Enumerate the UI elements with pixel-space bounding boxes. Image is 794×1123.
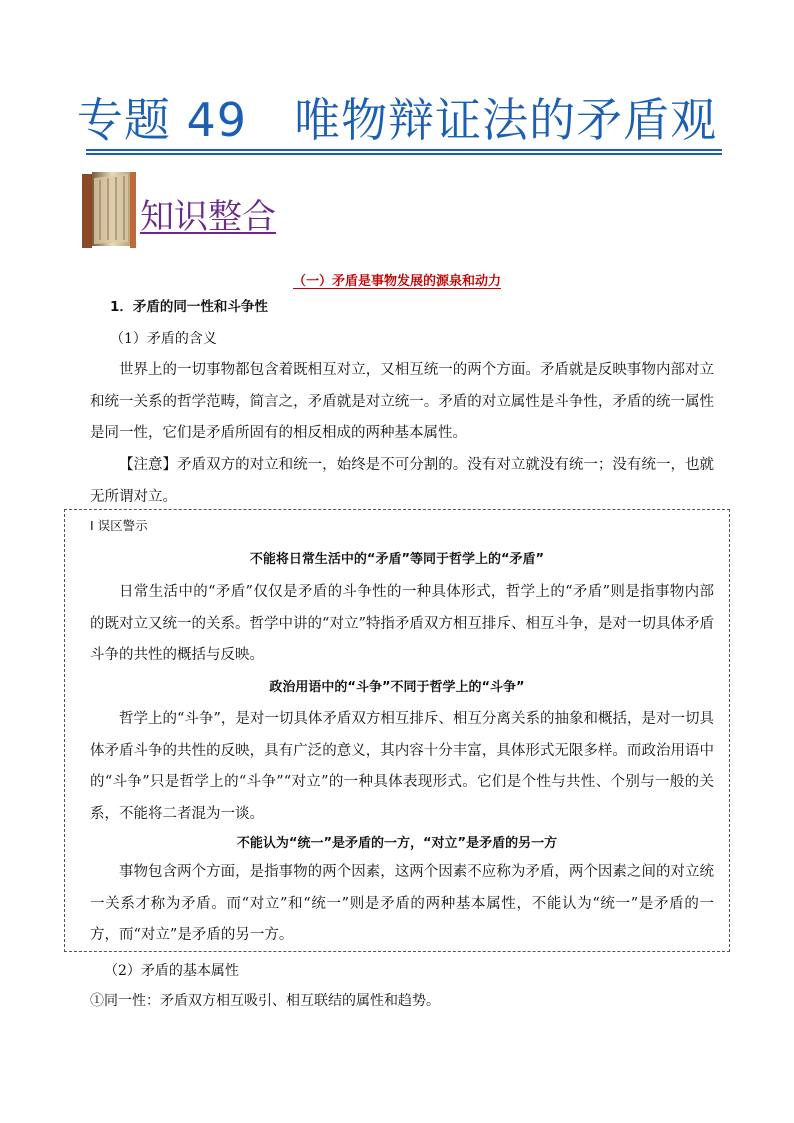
book-icon: [80, 170, 138, 250]
warning-label: Ⅰ 误区警示: [90, 518, 148, 533]
title-underline-bottom: [86, 153, 722, 155]
warning-head-3: 不能认为“统一”是矛盾的一方，“对立”是矛盾的另一方: [236, 836, 558, 851]
warning-body-1: 日常生活中的“矛盾”仅仅是矛盾的斗争性的一种具体形式，哲学上的“矛盾”则是指事物内部的既对立又统一的关系。哲学中讲的“对立”特指矛盾双方相互排斥、相互斗争，是对一切具体矛盾斗争的共性的概括与反映。: [90, 584, 714, 663]
list-item-identity: ①同一性：矛盾双方相互吸引、相互联结的属性和趋势。: [90, 993, 440, 1009]
warning-head-1: 不能将日常生活中的“矛盾”等同于哲学上的“矛盾”: [249, 552, 545, 567]
heading-1: 1．矛盾的同一性和斗争性: [110, 299, 268, 315]
section-badge: 知识整合: [140, 197, 276, 237]
paragraph-note: 【注意】矛盾双方的对立和统一，始终是不可分割的。没有对立就没有统一；没有统一，也就无所谓对立。: [90, 457, 714, 505]
warning-body-2: 哲学上的“斗争”，是对一切具体矛盾双方相互排斥、相互分离关系的抽象和概括，是对一切具体矛盾斗争的共性的反映，具有广泛的意义，其内容十分丰富，具体形式无限多样。而政治用语中的“斗争”只是哲学上的“斗争”“对立”的一种具体表现形式。它们是个性与共性、个别与一般的关系，不能将二者混为一谈。: [90, 711, 714, 822]
subsection-heading: （一）矛盾是事物发展的源泉和动力: [292, 274, 501, 289]
title-underline-top: [86, 149, 722, 151]
page-title: 专题 49 唯物辩证法的矛盾观: [76, 93, 718, 147]
warning-body-3: 事物包含两个方面，是指事物的两个因素，这两个因素不应称为矛盾，两个因素之间的对立统一关系才称为矛盾。而“对立”和“统一”则是矛盾的两种基本属性，不能认为“统一”是矛盾的一方，而“对立”是矛盾的另一方。: [90, 864, 714, 943]
warning-head-2: 政治用语中的“斗争”不同于哲学上的“斗争”: [269, 680, 525, 695]
heading-1-1: （1）矛盾的含义: [110, 331, 217, 347]
paragraph-1: 世界上的一切事物都包含着既相互对立，又相互统一的两个方面。矛盾就是反映事物内部对立和统一关系的哲学范畴，简言之，矛盾就是对立统一。矛盾的对立属性是斗争性，矛盾的统一属性是同一性，它们是矛盾所固有的相反相成的两种基本属性。: [90, 362, 714, 441]
heading-1-2: （2）矛盾的基本属性: [104, 963, 239, 979]
